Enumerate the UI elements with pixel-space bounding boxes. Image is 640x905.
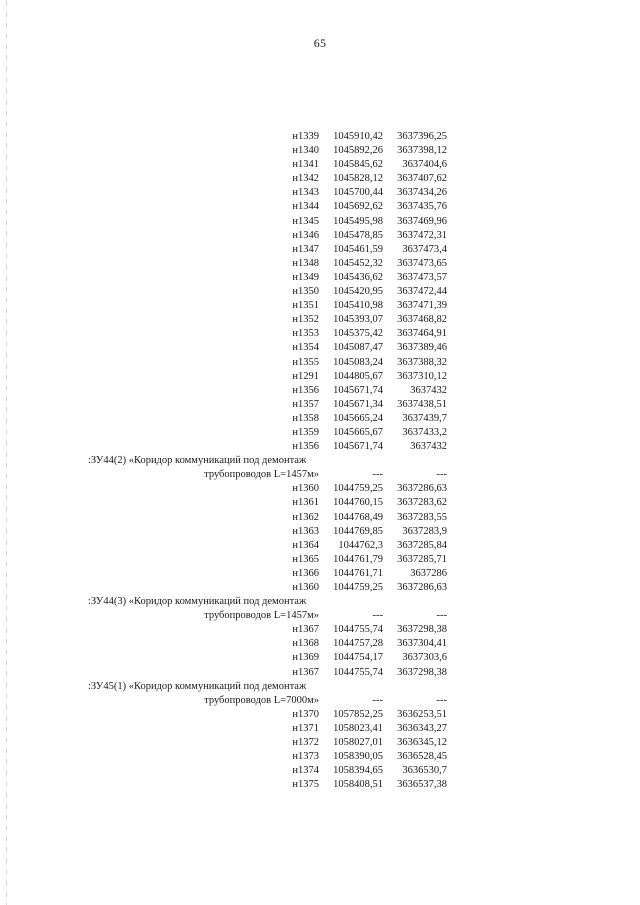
parcel-header: [0, 454, 640, 482]
y-coordinate: 3637473,57: [397, 271, 447, 283]
coordinate-row: [0, 200, 640, 214]
y-coordinate: 3637464,91: [397, 328, 447, 340]
x-coordinate: 1058408,51: [333, 779, 383, 791]
point-id: н1347: [292, 243, 319, 255]
y-coordinate: 3637434,26: [397, 187, 447, 199]
dash-x: ---: [372, 610, 383, 622]
point-id: н1356: [292, 384, 319, 396]
coordinate-row: [0, 623, 640, 637]
coordinate-row: [0, 440, 640, 454]
point-id: н1362: [292, 511, 319, 523]
y-coordinate: 3637389,46: [397, 342, 447, 354]
point-id: н1357: [292, 398, 319, 410]
x-coordinate: 1045845,62: [333, 159, 383, 171]
point-id: н1359: [292, 426, 319, 438]
coordinate-row: [0, 271, 640, 285]
point-id: н1356: [292, 441, 319, 453]
coordinate-row: [0, 511, 640, 525]
coordinate-row: [0, 637, 640, 651]
coordinate-row: [0, 215, 640, 229]
point-id: н1367: [292, 666, 319, 678]
coordinate-row: [0, 172, 640, 186]
x-coordinate: 1045671,34: [333, 398, 383, 410]
x-coordinate: 1045665,24: [333, 412, 383, 424]
parcel-header: [0, 680, 640, 708]
point-id: н1365: [292, 553, 319, 565]
x-coordinate: 1044768,49: [333, 511, 383, 523]
y-coordinate: 3637286,63: [397, 582, 447, 593]
coordinate-row: [0, 426, 640, 440]
y-coordinate: 3637471,39: [397, 300, 447, 312]
y-coordinate: 3637398,12: [397, 145, 447, 157]
parcel-title-line2: трубопроводов L=7000м»: [204, 694, 319, 706]
y-coordinate: 3636253,51: [397, 708, 447, 720]
y-coordinate: 3636345,12: [397, 737, 447, 749]
x-coordinate: 1044759,25: [333, 483, 383, 495]
y-coordinate: 3636530,7: [402, 765, 447, 777]
point-id: н1342: [292, 173, 319, 185]
x-coordinate: 1045700,44: [333, 187, 383, 199]
x-coordinate: 1045436,62: [333, 271, 383, 283]
point-id: н1374: [292, 765, 319, 777]
coordinate-row: [0, 370, 640, 384]
point-id: н1341: [292, 159, 319, 171]
x-coordinate: 1045892,26: [333, 145, 383, 157]
y-coordinate: 3637285,71: [397, 553, 447, 565]
coordinate-row: [0, 539, 640, 553]
coordinate-row: [0, 482, 640, 496]
coordinate-row: [0, 708, 640, 722]
parcel-title-line1: :ЗУ45(1) «Коридор коммуникаций под демонтаж: [88, 680, 307, 692]
x-coordinate: 1044769,85: [333, 525, 383, 537]
y-coordinate: 3637435,76: [397, 201, 447, 213]
x-coordinate: 1045420,95: [333, 286, 383, 298]
x-coordinate: 1058394,65: [333, 765, 383, 777]
x-coordinate: 1057852,25: [333, 708, 383, 720]
y-coordinate: 3637468,82: [397, 314, 447, 326]
x-coordinate: 1045910,42: [333, 131, 383, 142]
x-coordinate: 1045828,12: [333, 173, 383, 185]
y-coordinate: 3637286: [410, 567, 447, 579]
x-coordinate: 1044760,15: [333, 497, 383, 509]
coordinate-row: [0, 356, 640, 370]
y-coordinate: 3637396,25: [397, 131, 447, 142]
point-id: н1339: [292, 131, 319, 142]
x-coordinate: 1058390,05: [333, 751, 383, 763]
point-id: н1360: [292, 483, 319, 495]
y-coordinate: 3637298,38: [397, 624, 447, 636]
coordinate-row: [0, 722, 640, 736]
page-number: 65: [313, 36, 327, 50]
point-id: н1360: [292, 582, 319, 593]
y-coordinate: 3637469,96: [397, 215, 447, 227]
y-coordinate: 3637286,63: [397, 483, 447, 495]
parcel-group: [0, 680, 640, 793]
point-id: н1367: [292, 624, 319, 636]
coordinate-row: [0, 327, 640, 341]
point-id: н1368: [292, 638, 319, 650]
x-coordinate: 1044762,3: [338, 539, 383, 551]
dash-y: ---: [436, 694, 447, 706]
y-coordinate: 3637404,6: [402, 159, 447, 171]
coordinate-row: [0, 158, 640, 172]
x-coordinate: 1044759,25: [333, 582, 383, 593]
y-coordinate: 3637407,62: [397, 173, 447, 185]
point-id: н1354: [292, 342, 319, 354]
y-coordinate: 3637472,31: [397, 229, 447, 241]
x-coordinate: 1045087,47: [333, 342, 383, 354]
x-coordinate: 1045461,59: [333, 243, 383, 255]
coordinate-row: [0, 778, 640, 792]
y-coordinate: 3637432: [410, 384, 447, 396]
point-id: н1364: [292, 539, 319, 551]
y-coordinate: 3637310,12: [397, 370, 447, 382]
x-coordinate: 1044757,28: [333, 638, 383, 650]
x-coordinate: 1045671,74: [333, 441, 383, 453]
point-id: н1352: [292, 314, 319, 326]
coordinate-row: [0, 736, 640, 750]
point-id: н1349: [292, 271, 319, 283]
y-coordinate: 3637388,32: [397, 356, 447, 368]
x-coordinate: 1058023,41: [333, 722, 383, 734]
point-id: н1346: [292, 229, 319, 241]
coordinate-row: [0, 750, 640, 764]
x-coordinate: 1044805,67: [333, 370, 383, 382]
dash-x: ---: [372, 694, 383, 706]
x-coordinate: 1044755,74: [333, 624, 383, 636]
x-coordinate: 1045478,85: [333, 229, 383, 241]
y-coordinate: 3637438,51: [397, 398, 447, 410]
coordinate-row: [0, 186, 640, 200]
parcel-title-line2: трубопроводов L=1457м»: [204, 610, 319, 622]
x-coordinate: 1044761,71: [333, 567, 383, 579]
x-coordinate: 1045495,98: [333, 215, 383, 227]
x-coordinate: 1045083,24: [333, 356, 383, 368]
parcel-title-line1: :ЗУ44(3) «Коридор коммуникаций под демонтаж: [88, 596, 307, 608]
y-coordinate: 3637473,65: [397, 257, 447, 269]
parcel-title-line2: трубопроводов L=1457м»: [204, 469, 319, 481]
dash-x: ---: [372, 469, 383, 481]
parcel-group: [0, 595, 640, 680]
point-id: н1340: [292, 145, 319, 157]
point-id: н1345: [292, 215, 319, 227]
y-coordinate: 3637304,41: [397, 638, 447, 650]
x-coordinate: 1045410,98: [333, 300, 383, 312]
y-coordinate: 3637472,44: [397, 286, 447, 298]
point-id: н1351: [292, 300, 319, 312]
coordinate-row: [0, 285, 640, 299]
point-id: н1348: [292, 257, 319, 269]
x-coordinate: 1044755,74: [333, 666, 383, 678]
coordinate-row: [0, 384, 640, 398]
coordinate-row: [0, 553, 640, 567]
dash-y: ---: [436, 610, 447, 622]
coordinate-row: [0, 666, 640, 680]
y-coordinate: 3637303,6: [402, 652, 447, 664]
x-coordinate: 1045452,32: [333, 257, 383, 269]
coordinate-row: [0, 243, 640, 257]
x-coordinate: 1044754,17: [333, 652, 383, 664]
x-coordinate: 1045665,67: [333, 426, 383, 438]
dash-y: ---: [436, 469, 447, 481]
point-id: н1369: [292, 652, 319, 664]
parcel-group: [0, 454, 640, 595]
point-id: н1343: [292, 187, 319, 199]
y-coordinate: 3637473,4: [402, 243, 447, 255]
point-id: н1373: [292, 751, 319, 763]
y-coordinate: 3637432: [410, 441, 447, 453]
y-coordinate: 3637283,9: [402, 525, 447, 537]
point-id: н1366: [292, 567, 319, 579]
coordinate-row: [0, 398, 640, 412]
point-id: н1358: [292, 412, 319, 424]
coordinate-row: [0, 299, 640, 313]
point-id: н1355: [292, 356, 319, 368]
coordinate-row: [0, 257, 640, 271]
y-coordinate: 3637285,84: [397, 539, 447, 551]
coordinate-row: [0, 496, 640, 510]
coordinate-row: [0, 525, 640, 539]
x-coordinate: 1045393,07: [333, 314, 383, 326]
parcel-group: [0, 130, 640, 454]
coordinate-row: [0, 130, 640, 144]
y-coordinate: 3636528,45: [397, 751, 447, 763]
coordinate-row: [0, 412, 640, 426]
parcel-title-line1: :ЗУ44(2) «Коридор коммуникаций под демонтаж: [88, 455, 307, 467]
x-coordinate: 1045375,42: [333, 328, 383, 340]
point-id: н1344: [292, 201, 319, 213]
point-id: н1371: [292, 722, 319, 734]
y-coordinate: 3637283,55: [397, 511, 447, 523]
point-id: н1372: [292, 737, 319, 749]
coordinate-row: [0, 581, 640, 595]
y-coordinate: 3636343,27: [397, 722, 447, 734]
x-coordinate: 1058027,01: [333, 737, 383, 749]
coordinate-row: [0, 764, 640, 778]
y-coordinate: 3637439,7: [402, 412, 447, 424]
point-id: н1370: [292, 708, 319, 720]
x-coordinate: 1045671,74: [333, 384, 383, 396]
coordinate-row: [0, 341, 640, 355]
point-id: н1291: [292, 370, 319, 382]
coordinate-row: [0, 567, 640, 581]
parcel-header: [0, 595, 640, 623]
coordinate-row: [0, 313, 640, 327]
y-coordinate: 3637433,2: [402, 426, 447, 438]
coordinate-row: [0, 651, 640, 665]
y-coordinate: 3637283,62: [397, 497, 447, 509]
x-coordinate: 1044761,79: [333, 553, 383, 565]
y-coordinate: 3636537,38: [397, 779, 447, 791]
y-coordinate: 3637298,38: [397, 666, 447, 678]
coordinates-table: [0, 130, 640, 792]
point-id: н1375: [292, 779, 319, 791]
coordinate-row: [0, 144, 640, 158]
point-id: н1353: [292, 328, 319, 340]
point-id: н1361: [292, 497, 319, 509]
point-id: н1363: [292, 525, 319, 537]
x-coordinate: 1045692,62: [333, 201, 383, 213]
point-id: н1350: [292, 286, 319, 298]
coordinate-row: [0, 229, 640, 243]
